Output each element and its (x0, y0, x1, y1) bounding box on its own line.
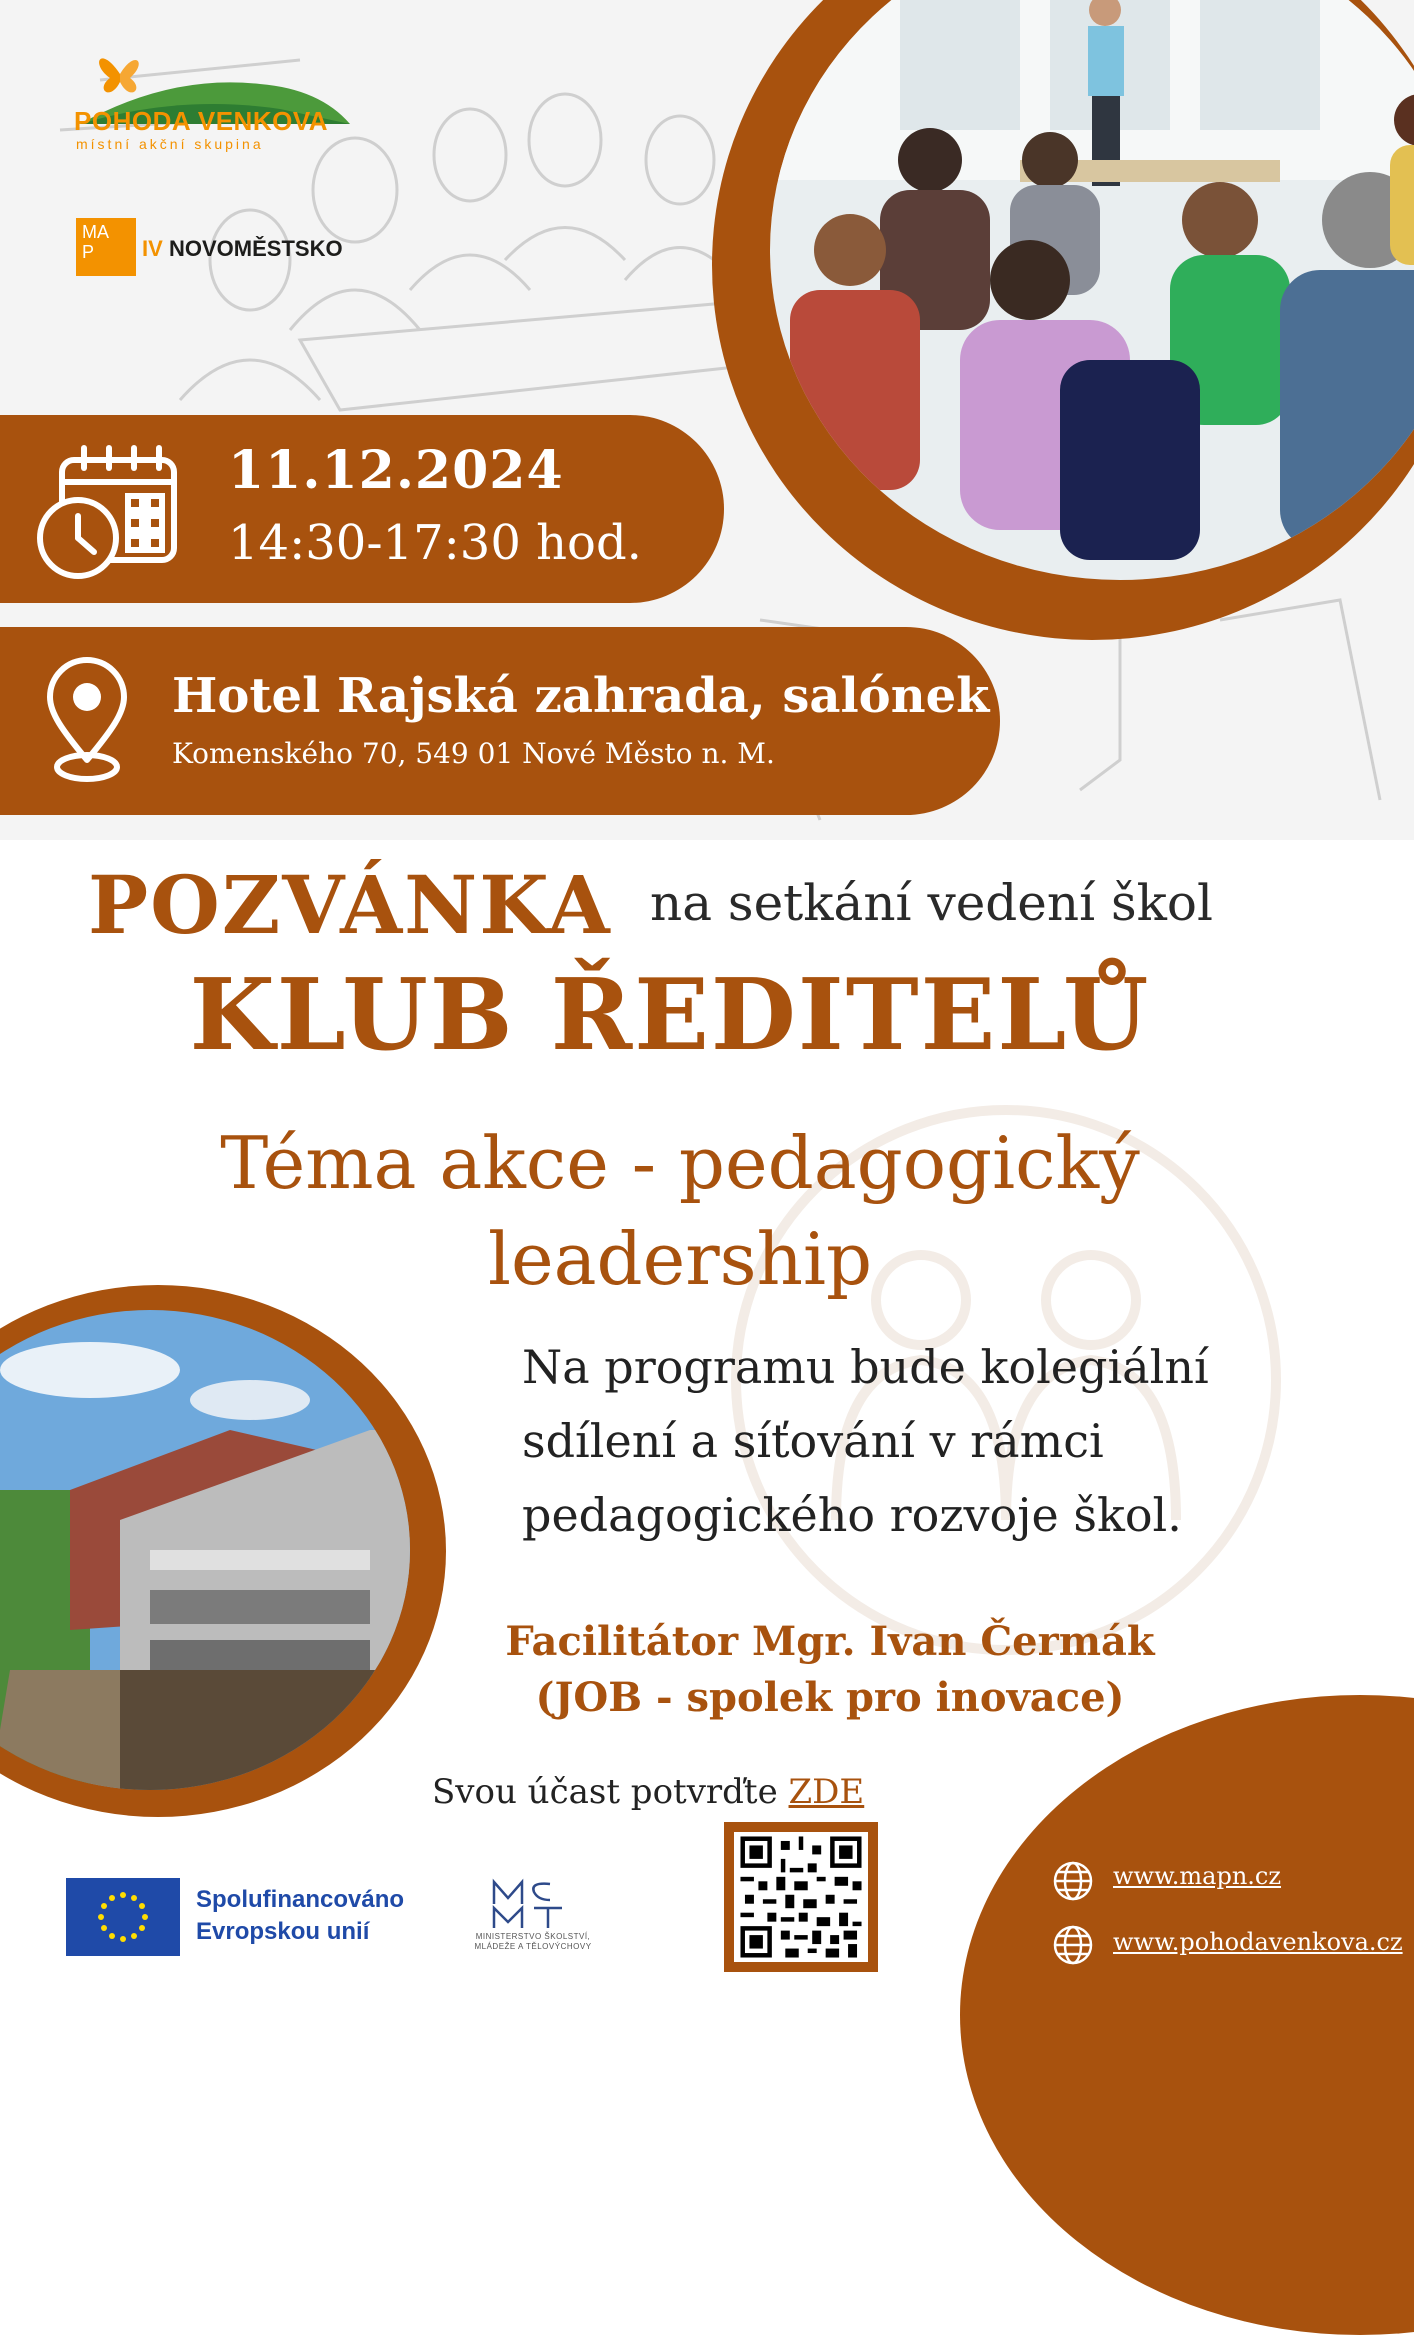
map-letters-bottom: P (82, 242, 95, 262)
place-title: Hotel Rajská zahrada, salónek (172, 668, 990, 724)
msmt-text-line-1: MINISTERSTVO ŠKOLSTVÍ, (475, 1932, 591, 1941)
map-iv: IV (142, 236, 163, 261)
website-link-mapn[interactable]: www.mapn.cz (1113, 1862, 1282, 1890)
eu-flag-icon (66, 1878, 180, 1956)
pohoda-subtitle: místní akční skupina (76, 136, 264, 152)
map-name: NOVOMĚSTSKO (169, 236, 343, 261)
event-date: 11.12.2024 (228, 440, 564, 501)
eu-text-line-1: Spolufinancováno (196, 1886, 405, 1913)
msmt-mark-icon (490, 1878, 570, 1932)
msmt-text-line-2: MLÁDEŽE A TĚLOVÝCHOVY (474, 1942, 592, 1951)
map-letters-top: MA (82, 222, 109, 242)
topic-heading (140, 1115, 1220, 1307)
hotel-photo (0, 1310, 410, 1790)
map-novomestsko-logo (76, 218, 356, 278)
place-address: Komenského 70, 549 01 Nové Město n. M. (172, 737, 775, 770)
club-title: KLUB ŘEDITELŮ (189, 958, 1151, 1073)
facilitator-line-1: Facilitátor Mgr. Ivan Čermák (505, 1618, 1155, 1665)
invitation-subheading: na setkání vedení škol (650, 874, 1214, 932)
topic-line-1: Téma akce - pedagogický (220, 1121, 1140, 1205)
facilitator-block (420, 1614, 1240, 1726)
pohoda-title: POHODA VENKOVA (74, 106, 329, 136)
map-badge (76, 218, 136, 276)
location-pin-icon (42, 655, 132, 785)
pohoda-venkova-logo (70, 44, 350, 154)
program-line-2: sdílení a síťování v rámci (522, 1414, 1104, 1468)
confirm-link[interactable]: ZDE (788, 1772, 865, 1812)
classroom-photo (770, 0, 1414, 580)
website-link-pohodavenkova[interactable]: www.pohodavenkova.cz (1113, 1928, 1403, 1956)
program-description (522, 1330, 1342, 1552)
invitation-heading: POZVÁNKA (88, 858, 612, 952)
facilitator-line-2: (JOB - spolek pro inovace) (535, 1674, 1125, 1721)
program-line-1: Na programu bude kolegiální (522, 1340, 1209, 1394)
qr-code (734, 1832, 868, 1962)
globe-icon (1052, 1860, 1094, 1902)
topic-line-2: leadership (487, 1217, 873, 1301)
event-time: 14:30-17:30 hod. (228, 515, 642, 571)
confirm-attendance (432, 1772, 864, 1812)
confirm-text: Svou účast potvrďte (432, 1772, 789, 1812)
corner-blob (960, 1695, 1414, 2335)
msmt-logo (448, 1878, 618, 1958)
program-line-3: pedagogického rozvoje škol. (522, 1488, 1182, 1542)
calendar-clock-icon (34, 442, 184, 582)
qr-code-frame[interactable] (724, 1822, 878, 1972)
eu-text-line-2: Evropskou unií (196, 1918, 370, 1945)
globe-icon (1052, 1924, 1094, 1966)
eu-cofinanced-logo (66, 1878, 426, 1958)
